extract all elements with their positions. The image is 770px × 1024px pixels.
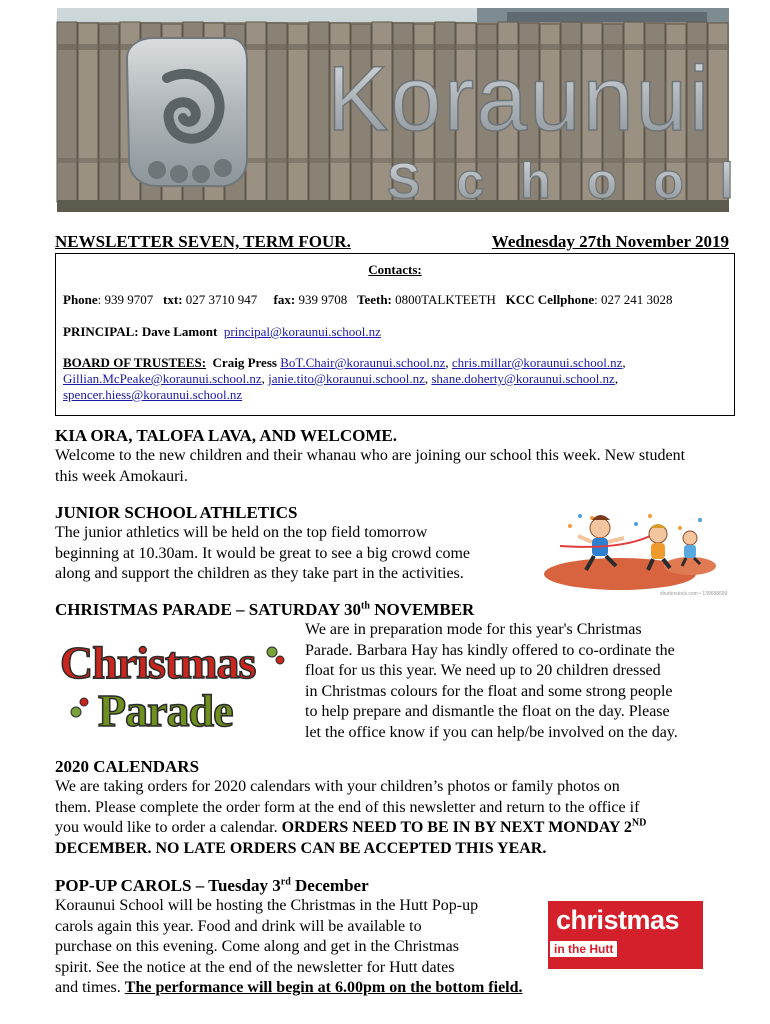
calendars-line: We are taking orders for 2020 calendars with your children’s photos or family photos on [55, 778, 620, 795]
board-email-link[interactable]: spencer.hiess@koraunui.school.nz [63, 387, 243, 402]
welcome-line: this week Amokauri. [55, 467, 188, 485]
welcome-heading: KIA ORA, TALOFA LAVA, AND WELCOME. [55, 426, 397, 445]
carols-heading [55, 876, 369, 896]
carols-line-text: and times. [55, 979, 125, 996]
fax-value: 939 9708 [298, 292, 348, 307]
welcome-line: Welcome to the new children and their whanau who are joining our school this week. New student [55, 447, 686, 464]
parade-heading-sup: th [361, 600, 370, 612]
athletics-line: along and support the children as they take part in the activities. [55, 565, 464, 582]
board-line-1: BOARD OF TRUSTEES: Craig Press BoT.Chair@koraunui.school.nz, chris.millar@koraunui.school.nz, [63, 355, 626, 370]
newsletter-date: Wednesday 27th November 2019 [491, 232, 729, 251]
banner-logo-word-koraunui: Koraunui [327, 48, 712, 150]
parade-heading-main: CHRISTMAS PARADE – SATURDAY 30 [55, 600, 362, 619]
teeth-label: Teeth: [356, 292, 392, 307]
kcc-value: : 027 241 3028 [594, 292, 673, 307]
koru-logo-icon [127, 38, 247, 186]
board-line-2: Gillian.McPeake@koraunui.school.nz, janie.tito@koraunui.school.nz, shane.doherty@koraunui.school.nz, [63, 371, 619, 386]
kcc-label: KCC Cellphone [505, 292, 595, 307]
phone-label: Phone [63, 292, 98, 307]
calendars-line-text: you would like to order a calendar. [55, 819, 282, 836]
calendars-deadline-sup: ND [631, 817, 647, 829]
phone-value: : 939 9707 [97, 292, 154, 307]
athletics-paragraph [55, 523, 470, 585]
calendars-line [55, 839, 646, 860]
christmas-parade-logo [58, 632, 290, 736]
carols-line: Koraunui School will be hosting the Christmas in the Hutt Pop-up [55, 897, 479, 914]
welcome-paragraph [55, 446, 685, 487]
calendars-deadline-text: ORDERS NEED TO BE IN BY NEXT MONDAY 2 [281, 819, 632, 836]
athletics-line: beginning at 10.30am. It would be great to see a big crowd come [55, 544, 470, 562]
parade-heading-end: NOVEMBER [369, 600, 475, 619]
carols-line: carols again this year. Food and drink will be available to [55, 917, 422, 935]
fax-label: fax: [273, 292, 296, 307]
fence-plank [99, 24, 119, 204]
calendars-line [55, 818, 646, 839]
carols-heading-end: December [290, 876, 369, 895]
banner-logo-word-school: School [387, 153, 770, 209]
hutt-logo-word-in-the-hutt: in the Hutt [550, 941, 617, 957]
contacts-heading: Contacts: [368, 262, 422, 277]
contacts-phone-line [63, 292, 673, 308]
contacts-box [55, 253, 735, 416]
board-email-link[interactable]: Gillian.McPeake@koraunui.school.nz [63, 371, 262, 386]
calendars-line: them. Please complete the order form at the end of this newsletter and return to the office if [55, 798, 640, 816]
carols-line: spirit. See the notice at the end of the newsletter for Hutt dates [55, 958, 455, 976]
carols-line [55, 978, 523, 999]
school-banner-photo [57, 8, 770, 212]
board-email-link[interactable]: BoT.Chair@koraunui.school.nz [280, 355, 446, 370]
athletics-image-caption: shutterstock.com • 139688699 [660, 591, 728, 597]
board-line-3 [63, 387, 242, 403]
txt-label: txt: [163, 292, 183, 307]
carols-heading-sup: rd [280, 876, 291, 888]
parade-line: in Christmas colours for the float and some strong people [305, 682, 673, 700]
parade-line: Parade. Barbara Hay has kindly offered to co-ordinate the [305, 641, 675, 659]
teeth-value: 0800TALKTEETH [395, 292, 496, 307]
christmas-in-the-hutt-logo [548, 901, 703, 969]
carols-heading-main: POP-UP CAROLS – Tuesday 3 [55, 876, 281, 895]
calendars-paragraph [55, 777, 646, 859]
board-email-link[interactable]: shane.doherty@koraunui.school.nz [431, 371, 615, 386]
parade-logo-word-parade: Parade [98, 685, 233, 736]
txt-value: 027 3710 947 [185, 292, 258, 307]
parade-line: let the office know if you can help/be involved on the day. [305, 723, 678, 741]
board-label: BOARD OF TRUSTEES: [63, 355, 207, 370]
carols-performance-time: The performance will begin at 6.00pm on the bottom field. [124, 979, 523, 996]
carols-line: purchase on this evening. Come along and get in the Christmas [55, 938, 459, 955]
board-email-link[interactable]: chris.millar@koraunui.school.nz [451, 355, 623, 370]
parade-line: to help prepare and dismantle the float on the day. Please [305, 703, 670, 720]
parade-paragraph [305, 620, 678, 743]
board-email-link[interactable]: janie.tito@koraunui.school.nz [268, 371, 425, 386]
calendars-heading: 2020 CALENDARS [55, 757, 200, 776]
principal-line [63, 324, 381, 340]
newsletter-title: NEWSLETTER SEVEN, TERM FOUR. [55, 232, 351, 251]
athletics-heading: JUNIOR SCHOOL ATHLETICS [55, 503, 298, 522]
parade-logo-word-christmas: Christmas [60, 637, 256, 688]
principal-email-link[interactable]: principal@koraunui.school.nz [223, 324, 381, 339]
parade-line: We are in preparation mode for this year's Christmas [305, 621, 642, 638]
fence-plank [288, 24, 308, 204]
athletics-line: The junior athletics will be held on the top field tomorrow [55, 524, 428, 541]
hutt-logo-word-christmas: christmas [556, 905, 680, 935]
board-chair-name: Craig Press [212, 355, 277, 370]
calendars-no-late-text: DECEMBER. NO LATE ORDERS CAN BE ACCEPTED THIS YEAR. [55, 839, 547, 857]
principal-label: PRINCIPAL: Dave Lamont [63, 324, 218, 339]
parade-heading [55, 600, 474, 620]
athletics-illustration [540, 506, 728, 598]
carols-paragraph [55, 896, 523, 999]
fence-sign-image [57, 8, 770, 212]
parade-line: float for us this year. We need up to 20 children dressed [305, 662, 661, 679]
